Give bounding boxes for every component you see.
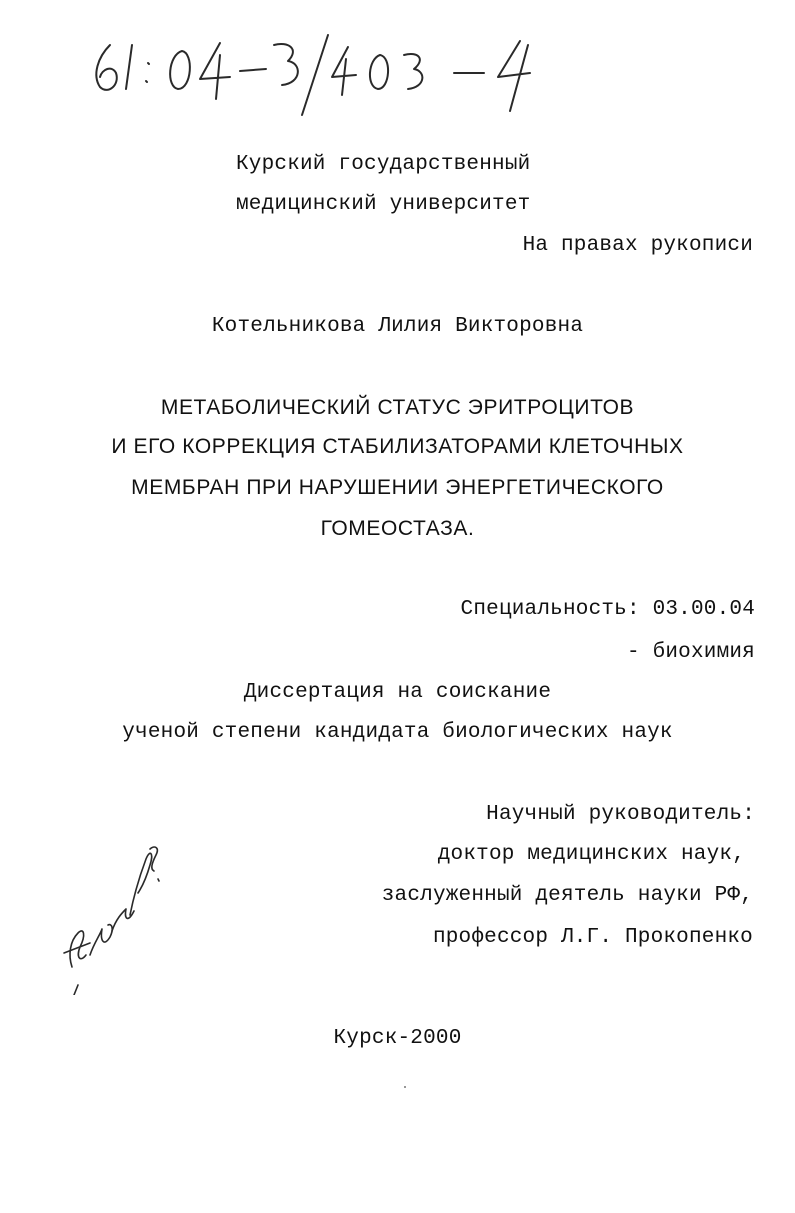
supervisor-line-1: доктор медицинских наук,	[437, 843, 745, 866]
title-line-1: МЕТАБОЛИЧЕСКИЙ СТАТУС ЭРИТРОЦИТОВ	[160, 396, 635, 419]
title-line-3: МЕМБРАН ПРИ НАРУШЕНИИ ЭНЕРГЕТИЧЕСКОГО	[131, 476, 664, 499]
institution-line-2: медицинский университет	[236, 193, 531, 216]
supervisor-heading: Научный руководитель:	[486, 803, 755, 826]
manuscript-rights: На правах рукописи	[522, 234, 753, 257]
author-name: Котельникова Лилия Викторовна	[211, 315, 584, 338]
supervisor-line-3: профессор Л.Г. Прокопенко	[432, 926, 753, 949]
specialty-code: Специальность: 03.00.04	[460, 598, 755, 621]
scan-speck	[404, 1086, 406, 1088]
specialty-name: - биохимия	[626, 641, 755, 664]
title-line-4: ГОМЕОСТАЗА.	[320, 517, 475, 540]
degree-line-1: Диссертация на соискание	[243, 681, 552, 704]
degree-line-2: ученой степени кандидата биологических наук	[122, 721, 673, 744]
supervisor-line-2: заслуженный деятель науки РФ,	[381, 884, 753, 907]
institution-line-1: Курский государственный	[236, 153, 531, 176]
handwritten-signature	[50, 835, 170, 995]
handwritten-archive-mark	[70, 15, 560, 125]
place-year: Курск-2000	[333, 1027, 462, 1050]
title-line-2: И ЕГО КОРРЕКЦИЯ СТАБИЛИЗАТОРАМИ КЛЕТОЧНЫХ	[111, 435, 684, 458]
